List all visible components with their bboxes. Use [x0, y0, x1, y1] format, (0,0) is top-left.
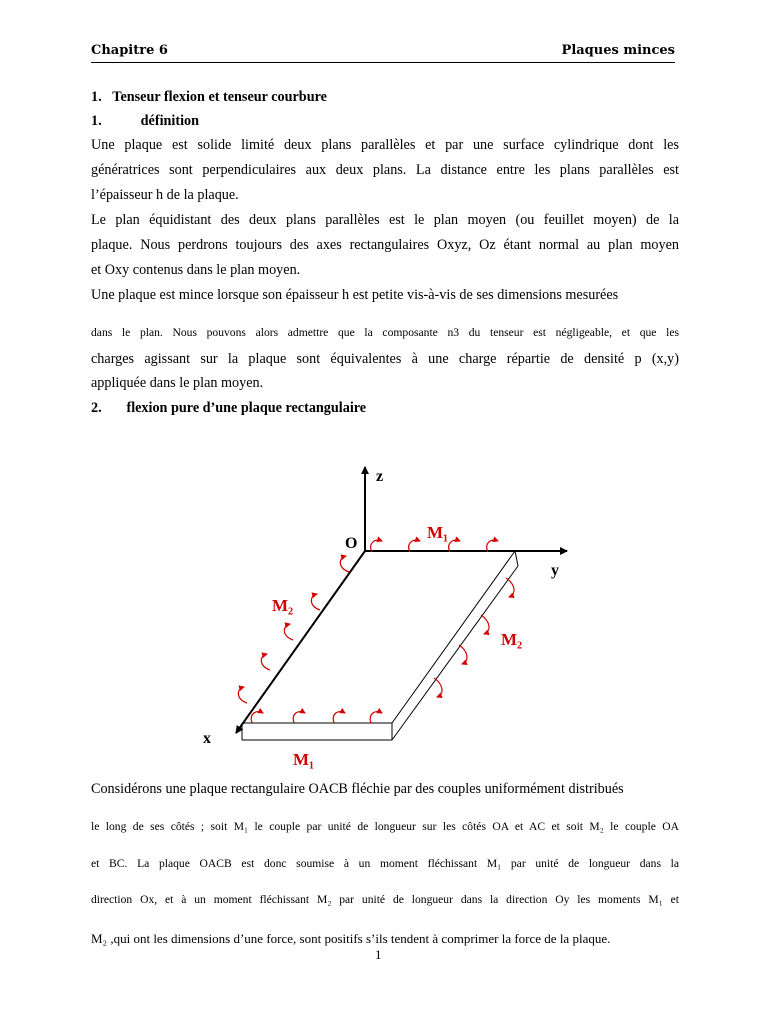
paragraph-line: et Oxy contenus dans le plan moyen. [91, 262, 301, 278]
section-heading-2: 2. flexion pure d’une plaque rectangulaire [91, 400, 367, 416]
x-axis [236, 551, 365, 733]
section-heading-1: 1. Tenseur flexion et tenseur courbure [91, 89, 327, 105]
paragraph-line: dans le plan. Nous pouvons alors admettre que la composante n3 du tenseur est négligeable, et que les [91, 326, 679, 339]
y-label: y [551, 562, 559, 579]
x-label: x [203, 730, 211, 747]
paragraph-line: direction Ox, et à un moment fléchissant M₂ par unité de longueur dans la direction Oy les moments M₁ et [91, 893, 679, 906]
paragraph-line: Considérons une plaque rectangulaire OACB fléchie par des couples uniformément distribués [91, 781, 624, 797]
paragraph-line: Une plaque est mince lorsque son épaisseur h est petite vis-à-vis de ses dimensions mesurées [91, 287, 619, 303]
paragraph-line: M₂ ,qui ont les dimensions d’une force, sont positifs s’ils tendent à comprimer la force de la plaque. [91, 931, 611, 946]
paragraph-line: Le plan équidistant des deux plans parallèles est le plan moyen (ou feuillet moyen) de la [91, 212, 679, 228]
paragraph-line: l’épaisseur h de la plaque. [91, 187, 239, 203]
page-number: 1 [375, 947, 382, 962]
subsection-heading-definition: 1. définition [91, 113, 199, 129]
paragraph-line: plaque. Nous perdrons toujours des axes rectangulaires Oxyz, Oz étant normal au plan moyen [91, 237, 679, 253]
m1-top-label: M₁ [427, 523, 449, 542]
moment-arrows [238, 540, 514, 723]
chapter-title: Plaques minces [561, 43, 675, 58]
origin-label: O [345, 535, 358, 552]
chapter-label: Chapitre 6 [91, 43, 168, 58]
z-label: z [376, 468, 384, 485]
paragraph-line: charges agissant sur la plaque sont équivalentes à une charge répartie de densité p (x,y) [91, 351, 679, 367]
paragraph-line: Une plaque est solide limité deux plans parallèles et par une surface cylindrique dont les [91, 137, 679, 153]
m2-right-label: M₂ [501, 630, 523, 649]
paragraph-line: et BC. La plaque OACB est donc soumise à un moment fléchissant M₁ par unité de longueur dans la [91, 857, 679, 870]
m2-left-label: M₂ [272, 596, 294, 615]
m1-bottom-label: M₁ [293, 750, 315, 769]
paragraph-line: génératrices sont perpendiculaires aux deux plans. La distance entre les plans parallèles est [91, 162, 679, 178]
paragraph-line: appliquée dans le plan moyen. [91, 375, 264, 391]
paragraph-line: le long de ses côtés ; soit M₁ le couple par unité de longueur sur les côtés OA et AC et soit M₂ le couple OA [91, 820, 679, 833]
